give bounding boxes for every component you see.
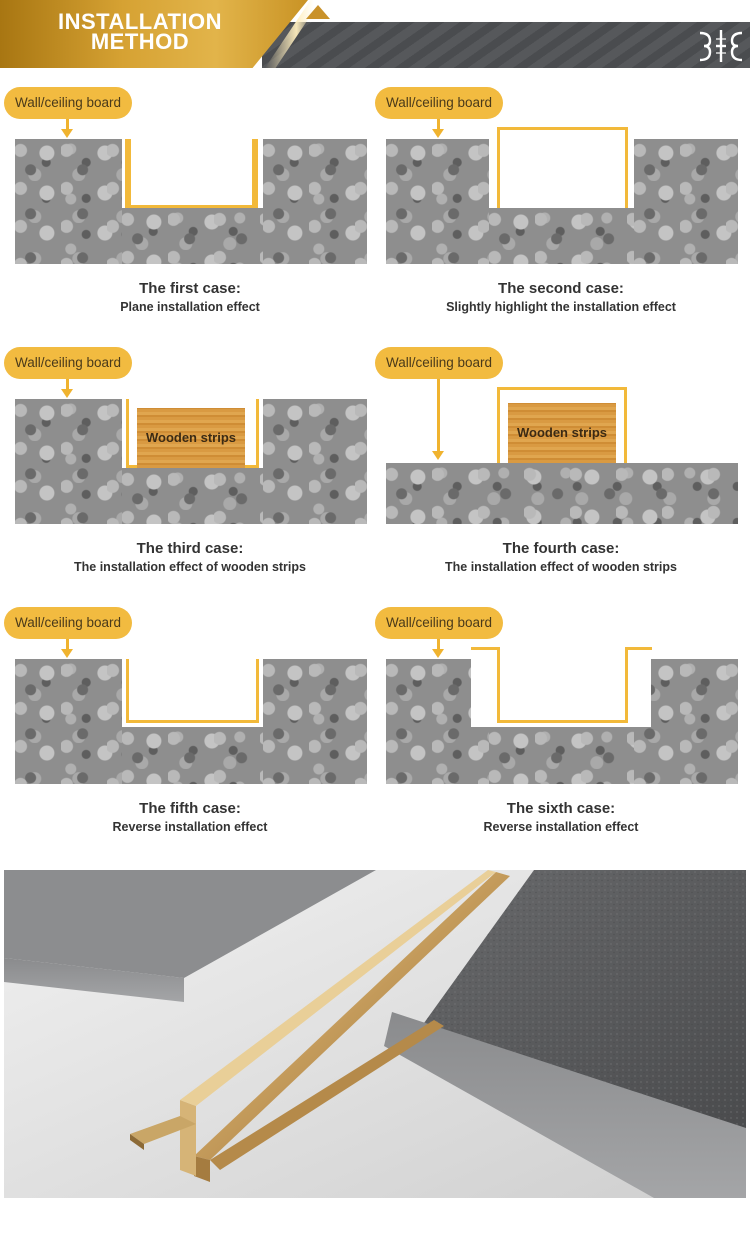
stone-wall-left xyxy=(386,139,489,264)
case-subtitle: The installation effect of wooden strips xyxy=(74,560,306,574)
wall-board-badge: Wall/ceiling board xyxy=(375,607,503,639)
page-title-line1: INSTALLATION xyxy=(57,9,223,34)
trim-flange-left xyxy=(471,647,500,650)
case-card-4 xyxy=(375,347,747,597)
stone-wall-bottom xyxy=(489,727,634,784)
stone-floor xyxy=(386,463,738,524)
arrow-down-icon xyxy=(437,379,440,451)
stone-wall-bottom xyxy=(122,468,263,524)
metal-trim-profile xyxy=(497,647,628,723)
wall-board-badge: Wall/ceiling board xyxy=(375,347,503,379)
stone-wall-bottom xyxy=(489,208,634,264)
case-title: The sixth case: xyxy=(506,800,616,817)
stone-wall-left xyxy=(15,399,122,524)
case-card-5 xyxy=(4,607,376,857)
wall-board-badge: Wall/ceiling board xyxy=(375,87,503,119)
stone-wall-right xyxy=(634,139,738,264)
arrow-head-icon xyxy=(61,389,73,398)
banner-triangle xyxy=(306,5,330,19)
stone-wall-right xyxy=(263,139,367,264)
metal-trim-profile xyxy=(497,127,628,208)
trim-flange-right xyxy=(625,647,652,650)
case-title: The second case: xyxy=(498,280,624,297)
case-title: The fifth case: xyxy=(139,800,241,817)
arrow-head-icon xyxy=(432,451,444,460)
case-subtitle: Reverse installation effect xyxy=(112,820,268,834)
stone-wall-left xyxy=(15,659,122,784)
product-illustration xyxy=(4,870,746,1198)
wooden-strip-label: Wooden strips xyxy=(516,425,608,440)
case-card-3 xyxy=(4,347,376,597)
wall-board-badge: Wall/ceiling board xyxy=(4,87,132,119)
wooden-strip-block xyxy=(508,403,616,463)
gold-metal-trim-photo xyxy=(4,870,746,1198)
brand-logo-icon xyxy=(696,27,746,65)
metal-trim-profile-line xyxy=(128,139,255,205)
case-card-2 xyxy=(375,87,747,337)
case-card-6 xyxy=(375,607,747,857)
stone-wall-bottom xyxy=(122,208,263,264)
arrow-head-icon xyxy=(432,129,444,138)
case-title: The third case: xyxy=(136,540,244,557)
metal-trim-profile xyxy=(126,659,259,723)
stone-wall-right xyxy=(263,399,367,524)
case-subtitle: Plane installation effect xyxy=(120,300,260,314)
page-title xyxy=(40,9,240,54)
wall-board-badge: Wall/ceiling board xyxy=(4,347,132,379)
page-title-line2: METHOD xyxy=(90,29,190,54)
case-subtitle: Slightly highlight the installation effect xyxy=(446,300,676,314)
stone-wall-right xyxy=(263,659,367,784)
wooden-strip-label: Wooden strips xyxy=(145,430,237,445)
stone-wall-left xyxy=(15,139,122,264)
case-subtitle: Reverse installation effect xyxy=(483,820,639,834)
case-subtitle: The installation effect of wooden strips xyxy=(445,560,677,574)
case-card-1 xyxy=(4,87,376,337)
arrow-head-icon xyxy=(61,649,73,658)
wooden-strip-block xyxy=(137,408,245,468)
stone-wall-bottom xyxy=(122,727,263,784)
case-title: The first case: xyxy=(139,280,241,297)
header-banner xyxy=(0,0,750,68)
wall-board-badge: Wall/ceiling board xyxy=(4,607,132,639)
case-title: The fourth case: xyxy=(502,540,620,557)
arrow-head-icon xyxy=(432,649,444,658)
banner-dark-strip xyxy=(262,22,750,68)
arrow-head-icon xyxy=(61,129,73,138)
